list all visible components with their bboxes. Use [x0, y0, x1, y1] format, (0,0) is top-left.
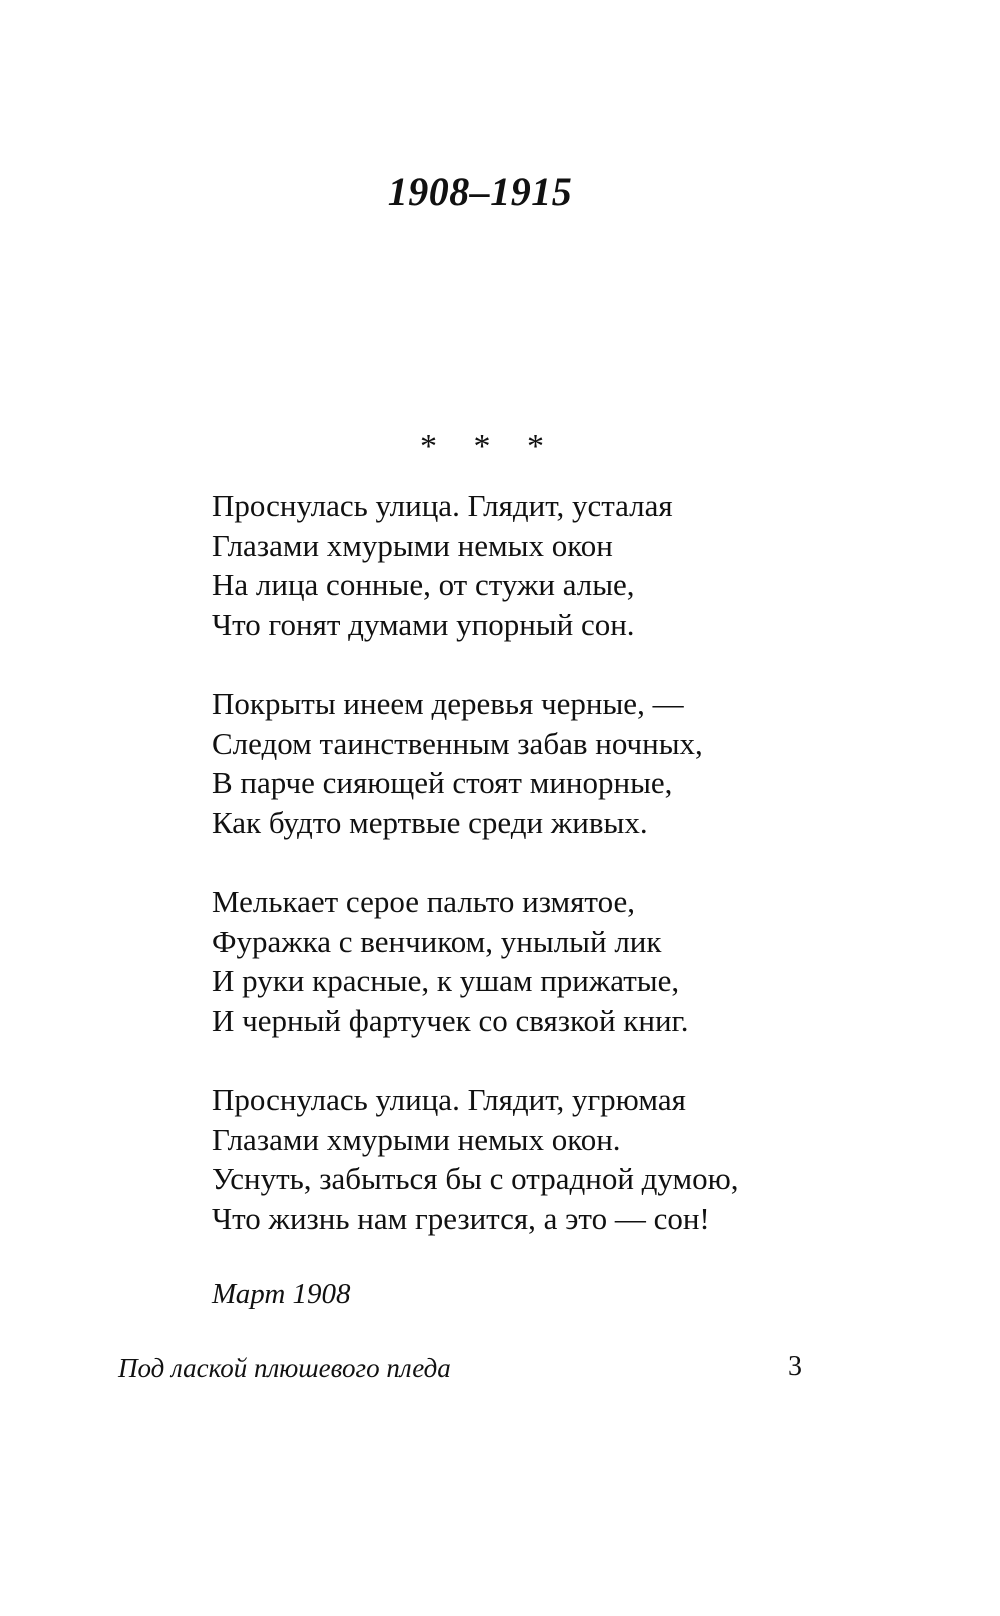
- poem-line: Уснуть, забыться бы с отрадной думою,: [212, 1161, 739, 1196]
- poem-line: Следом таинственным забав ночных,: [212, 725, 703, 761]
- poem-line: Покрыты инеем деревья черные, —: [212, 686, 684, 721]
- stanza: [212, 882, 912, 1040]
- stanza-separator: * * *: [420, 428, 558, 465]
- page-number: 3: [788, 1351, 802, 1382]
- poem-line: И руки красные, к ушам прижатые,: [212, 963, 680, 998]
- poem-line: Глазами хмурыми немых окон.: [212, 1121, 621, 1157]
- poem-line: Глазами хмурыми немых окон: [212, 527, 613, 563]
- stanza: [212, 684, 912, 842]
- stanza: [212, 486, 912, 644]
- poem-line: В парче сияющей стоят минорные,: [212, 765, 673, 800]
- poem-line: Что гонят думами упорный сон.: [212, 606, 635, 642]
- running-footer-title: Под лаской плюшевого пледа: [118, 1353, 451, 1383]
- section-title: 1908–1915: [387, 169, 573, 214]
- poem-line: Фуражка с венчиком, унылый лик: [212, 923, 662, 959]
- poem-line: Как будто мертвые среди живых.: [212, 804, 648, 840]
- stanza: [212, 1080, 912, 1238]
- poem-date: Март 1908: [212, 1278, 351, 1310]
- poem-line: И черный фартучек со связкой книг.: [212, 1002, 689, 1038]
- poem-line: Проснулась улица. Глядит, усталая: [212, 488, 673, 523]
- poem: [212, 486, 912, 1278]
- poem-line: Что жизнь нам грезится, а это — сон!: [212, 1200, 710, 1236]
- poem-line: Проснулась улица. Глядит, угрюмая: [212, 1082, 686, 1117]
- poem-line: На лица сонные, от стужи алые,: [212, 567, 635, 602]
- poem-line: Мелькает серое пальто измятое,: [212, 884, 635, 919]
